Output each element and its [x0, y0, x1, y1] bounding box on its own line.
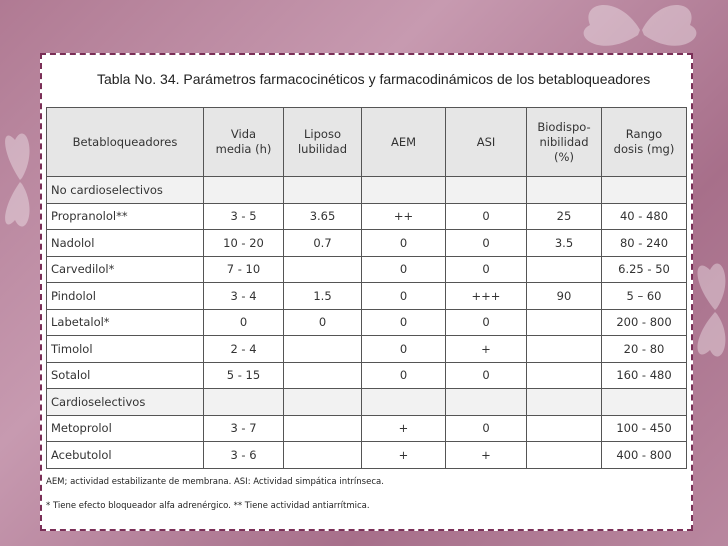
- table-row: [47, 309, 687, 336]
- value-cell: 0.7: [284, 230, 362, 257]
- table-row: [47, 230, 687, 257]
- value-cell: 40 - 480: [602, 203, 687, 230]
- column-header: [527, 108, 602, 177]
- value-cell: [527, 415, 602, 442]
- column-header: [204, 108, 284, 177]
- drug-name-cell: Labetalol*: [47, 309, 204, 336]
- value-cell: 3.65: [284, 203, 362, 230]
- drug-name-cell: Metoprolol: [47, 415, 204, 442]
- value-cell: [446, 389, 527, 416]
- footnote-abbreviations: AEM; actividad estabilizante de membrana. ASI: Actividad simpática intrínseca.: [46, 477, 384, 487]
- value-cell: [527, 256, 602, 283]
- value-cell: [362, 177, 446, 204]
- value-cell: [284, 177, 362, 204]
- value-cell: 0: [362, 309, 446, 336]
- section-row: [47, 177, 687, 204]
- value-cell: +: [446, 442, 527, 469]
- value-cell: [602, 389, 687, 416]
- column-header-line: Liposo: [304, 127, 341, 141]
- value-cell: +: [362, 415, 446, 442]
- value-cell: [204, 177, 284, 204]
- value-cell: 0: [446, 256, 527, 283]
- table-header-row: [47, 108, 687, 177]
- drug-name-cell: Carvedilol*: [47, 256, 204, 283]
- value-cell: 0: [446, 230, 527, 257]
- value-cell: 0: [362, 336, 446, 363]
- value-cell: [527, 309, 602, 336]
- column-header-line: (%): [554, 149, 574, 164]
- drug-name-cell: No cardioselectivos: [47, 177, 204, 204]
- column-header: [446, 108, 527, 177]
- drug-name-cell: Sotalol: [47, 362, 204, 389]
- betablockers-table: [46, 107, 687, 469]
- value-cell: [527, 336, 602, 363]
- value-cell: 3 - 7: [204, 415, 284, 442]
- column-header-line: dosis (mg): [613, 142, 675, 156]
- value-cell: [284, 442, 362, 469]
- value-cell: [284, 362, 362, 389]
- column-header-line: nibilidad: [539, 134, 589, 149]
- value-cell: +: [362, 442, 446, 469]
- butterfly-decoration-icon: [0, 120, 40, 240]
- column-header-line: AEM: [390, 134, 417, 149]
- value-cell: 6.25 - 50: [602, 256, 687, 283]
- value-cell: [204, 389, 284, 416]
- value-cell: 0: [446, 362, 527, 389]
- value-cell: [602, 177, 687, 204]
- value-cell: [284, 336, 362, 363]
- value-cell: 10 - 20: [204, 230, 284, 257]
- value-cell: 0: [362, 256, 446, 283]
- value-cell: 90: [527, 283, 602, 310]
- value-cell: 1.5: [284, 283, 362, 310]
- value-cell: [527, 177, 602, 204]
- section-row: [47, 389, 687, 416]
- drug-name-cell: Pindolol: [47, 283, 204, 310]
- value-cell: 0: [446, 309, 527, 336]
- table-row: [47, 336, 687, 363]
- value-cell: 100 - 450: [602, 415, 687, 442]
- value-cell: 20 - 80: [602, 336, 687, 363]
- table-title: Tabla No. 34. Parámetros farmacocinéticos y farmacodinámicos de los betabloqueadores: [97, 71, 651, 87]
- column-header: [47, 108, 204, 177]
- slide-frame: [40, 53, 693, 531]
- value-cell: +++: [446, 283, 527, 310]
- value-cell: 200 - 800: [602, 309, 687, 336]
- value-cell: +: [446, 336, 527, 363]
- value-cell: 3 - 5: [204, 203, 284, 230]
- value-cell: 80 - 240: [602, 230, 687, 257]
- value-cell: 0: [362, 283, 446, 310]
- column-header: [362, 108, 446, 177]
- value-cell: 0: [446, 203, 527, 230]
- value-cell: ++: [362, 203, 446, 230]
- value-cell: 0: [362, 230, 446, 257]
- column-header-line: Rango: [625, 127, 663, 141]
- column-header-line: Vida: [230, 127, 257, 141]
- value-cell: 0: [362, 362, 446, 389]
- value-cell: [284, 256, 362, 283]
- column-header-line: media (h): [215, 142, 272, 156]
- table-row: [47, 203, 687, 230]
- drug-name-cell: Acebutolol: [47, 442, 204, 469]
- value-cell: [284, 415, 362, 442]
- table-row: [47, 256, 687, 283]
- butterfly-decoration-icon: [690, 250, 728, 370]
- drug-name-cell: Nadolol: [47, 230, 204, 257]
- value-cell: 3 - 4: [204, 283, 284, 310]
- drug-name-cell: Cardioselectivos: [47, 389, 204, 416]
- value-cell: 0: [446, 415, 527, 442]
- value-cell: 0: [204, 309, 284, 336]
- column-header-line: lubilidad: [297, 142, 347, 156]
- table-row: [47, 362, 687, 389]
- column-header-line: ASI: [476, 134, 496, 149]
- value-cell: [284, 389, 362, 416]
- value-cell: [527, 362, 602, 389]
- column-header: [602, 108, 687, 177]
- column-header-line: Betabloqueadores: [72, 134, 178, 149]
- value-cell: 3.5: [527, 230, 602, 257]
- value-cell: 5 – 60: [602, 283, 687, 310]
- drug-name-cell: Propranolol**: [47, 203, 204, 230]
- table-row: [47, 283, 687, 310]
- value-cell: [446, 177, 527, 204]
- value-cell: 400 - 800: [602, 442, 687, 469]
- value-cell: 25: [527, 203, 602, 230]
- value-cell: 0: [284, 309, 362, 336]
- value-cell: 5 - 15: [204, 362, 284, 389]
- column-header: [284, 108, 362, 177]
- value-cell: 7 - 10: [204, 256, 284, 283]
- table-row: [47, 442, 687, 469]
- table-row: [47, 415, 687, 442]
- footnote-symbols: * Tiene efecto bloqueador alfa adrenérgico. ** Tiene actividad antiarrítmica.: [46, 501, 370, 511]
- value-cell: [527, 442, 602, 469]
- drug-name-cell: Timolol: [47, 336, 204, 363]
- column-header-line: Biodispo-: [537, 119, 591, 134]
- value-cell: 160 - 480: [602, 362, 687, 389]
- value-cell: [362, 389, 446, 416]
- value-cell: 2 - 4: [204, 336, 284, 363]
- value-cell: 3 - 6: [204, 442, 284, 469]
- value-cell: [527, 389, 602, 416]
